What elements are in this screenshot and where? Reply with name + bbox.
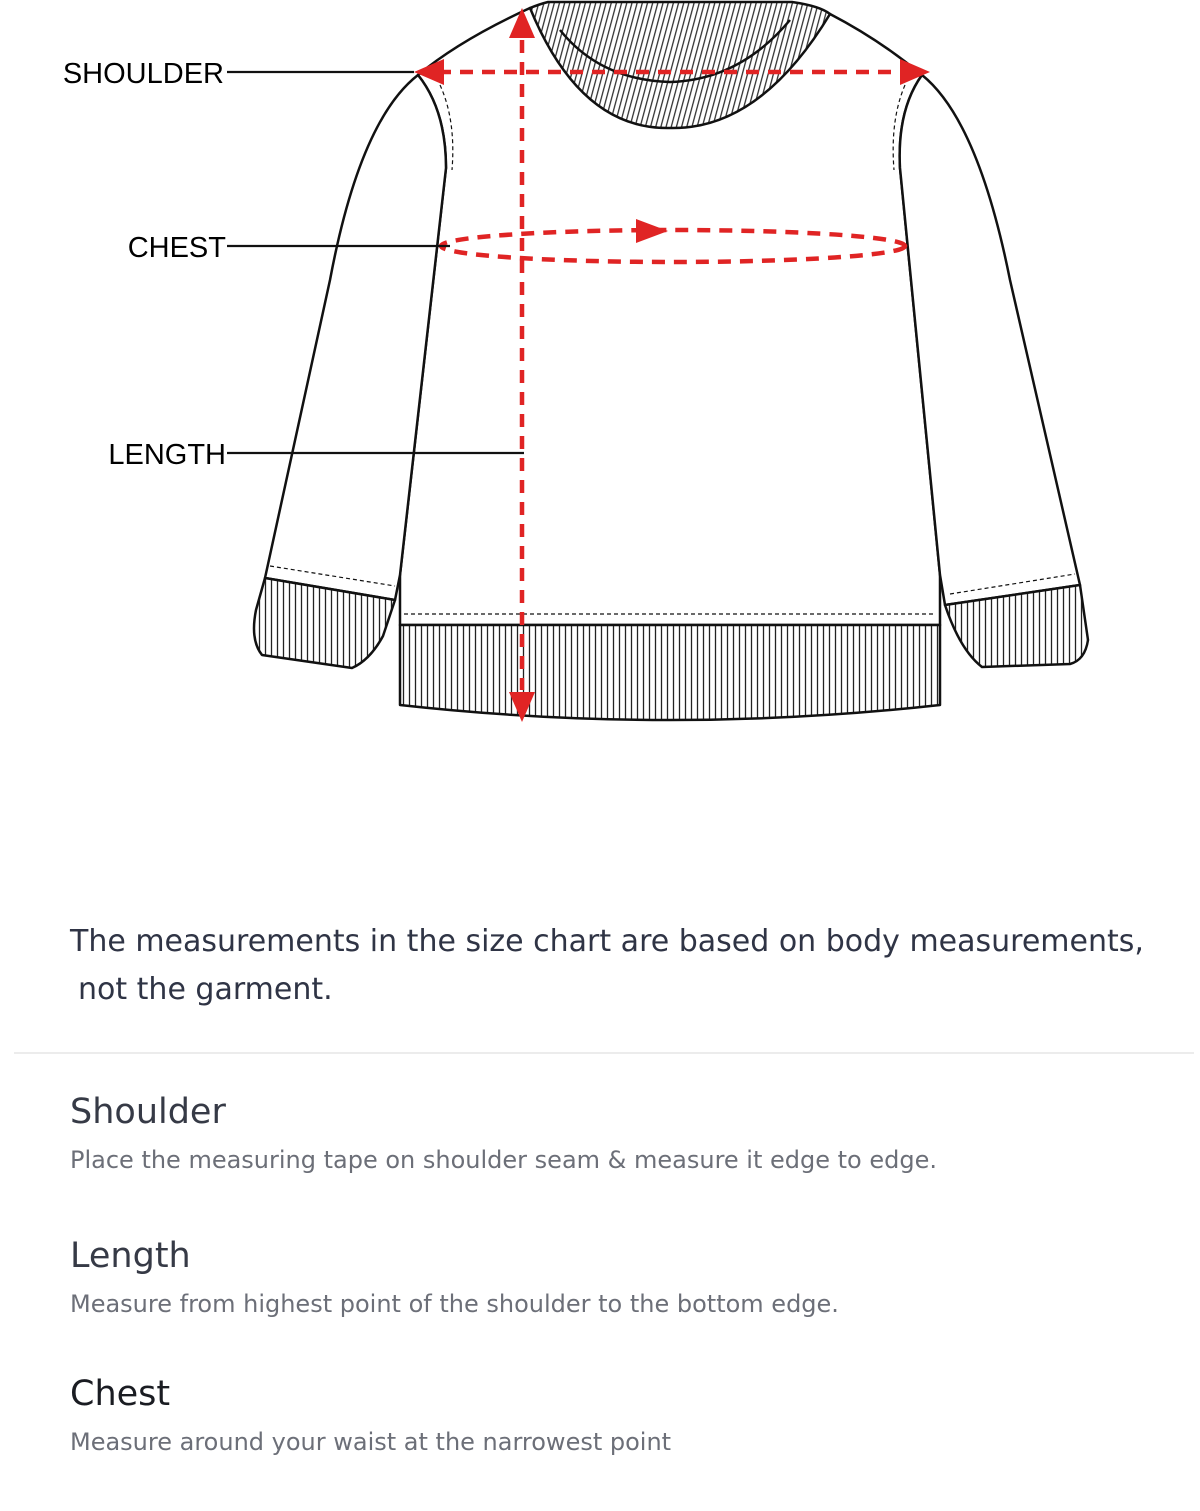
guide-shoulder xyxy=(70,1092,1170,1174)
shoulder-label: SHOULDER xyxy=(62,58,224,90)
chest-label: CHEST xyxy=(127,232,226,264)
guide-title: Chest xyxy=(70,1374,171,1414)
length-label: LENGTH xyxy=(108,439,226,471)
section-divider xyxy=(14,1052,1194,1054)
guide-description: Measure around your waist at the narrowest point xyxy=(70,1428,672,1456)
measurement-note-line-2: not the garment. xyxy=(78,972,333,1007)
guide-title: Shoulder xyxy=(70,1092,226,1132)
guide-length xyxy=(70,1236,1170,1318)
sweatshirt-outline-icon xyxy=(254,2,1088,720)
measurement-note-line-1: The measurements in the size chart are based on body measurements, xyxy=(70,924,1144,959)
guide-description: Measure from highest point of the shoulder to the bottom edge. xyxy=(70,1290,839,1318)
guide-description: Place the measuring tape on shoulder seam & measure it edge to edge. xyxy=(70,1146,937,1174)
measurement-note xyxy=(70,918,1160,1014)
guide-chest xyxy=(70,1374,1170,1456)
guide-title: Length xyxy=(70,1236,191,1276)
